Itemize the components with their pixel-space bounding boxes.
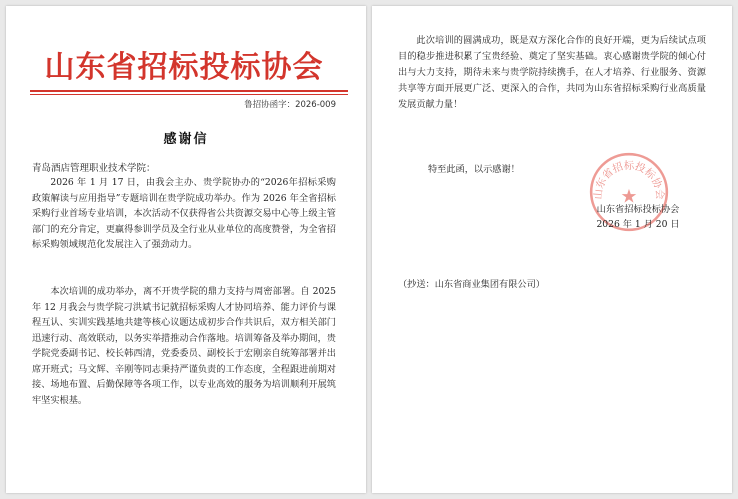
- cc-line: （抄送：山东省商业集团有限公司）: [398, 279, 545, 290]
- seal-text: 山东省招标投标协会: [592, 159, 666, 200]
- svg-text:★: ★: [620, 185, 638, 208]
- signature-org: 山东省招标投标协会: [596, 204, 680, 215]
- body-paragraph-1: 2026 年 1 月 17 日，由我会主办、贵学院协办的“2026年招标采购政策解读与应用指导”专题培训在贵学院成功举办。作为 2026 年全省招标采购行业首场专业培训，本次活动不仅获得省公共资源交易中心等上级主管部门的充分肯定，更赢得参训学员及全行业从业单位的高度赞誉，为全省招标采购领域规范化发展注入了强劲动力。: [32, 177, 336, 250]
- body-paragraph-2: 本次培训的成功举办，离不开贵学院的鼎力支持与周密部署。自 2025 年 12 月我会与贵学院刁洪斌书记就招标采购人才协同培养、能力评价与课程互认、实训实践基地共建等核心议题达成初步合作共识后，双方相关部门迅速行动、高效联动，以务实举措推动合作落地。培训筹备及举办期间，贵学院党委副书记、校长韩西清，党委委员、副校长于宏刚亲自统筹部署并出席开班式；马文辉、辛刚等同志秉持严谨负责的工作态度，全程跟进前期对接、场地布置、后勤保障等各项工作，以专业高效的服务为培训顺利开展筑牢坚实根基。: [32, 286, 336, 406]
- letterhead-rule-thin: [30, 94, 348, 95]
- letter-page-2: [372, 6, 732, 493]
- letter-title: 感谢信: [163, 132, 209, 147]
- document-number: 鲁招协函字：2026-009: [244, 100, 336, 110]
- body-paragraph-3: 此次培训的圆满成功，既是双方深化合作的良好开端，更为后续试点项目的稳步推进积累了宝贵经验、奠定了坚实基础。衷心感谢贵学院的倾心付出与大力支持，期待未来与贵学院持续携手，在人才培养、行业服务、资源共享等方面开展更广泛、更深入的合作，共同为山东省招标采购行业高质量发展贡献力量！: [398, 35, 706, 110]
- closing-line: 特至此函，以示感谢！: [428, 164, 520, 175]
- letter-page-1: [6, 6, 366, 493]
- signature-date: 2026 年 1 月 20 日: [596, 219, 680, 230]
- addressee: 青岛酒店管理职业技术学院：: [32, 163, 156, 174]
- letterhead-rule: [30, 90, 348, 92]
- signature-block: [568, 202, 708, 232]
- letterhead-title: 山东省招标投标协会: [44, 50, 324, 85]
